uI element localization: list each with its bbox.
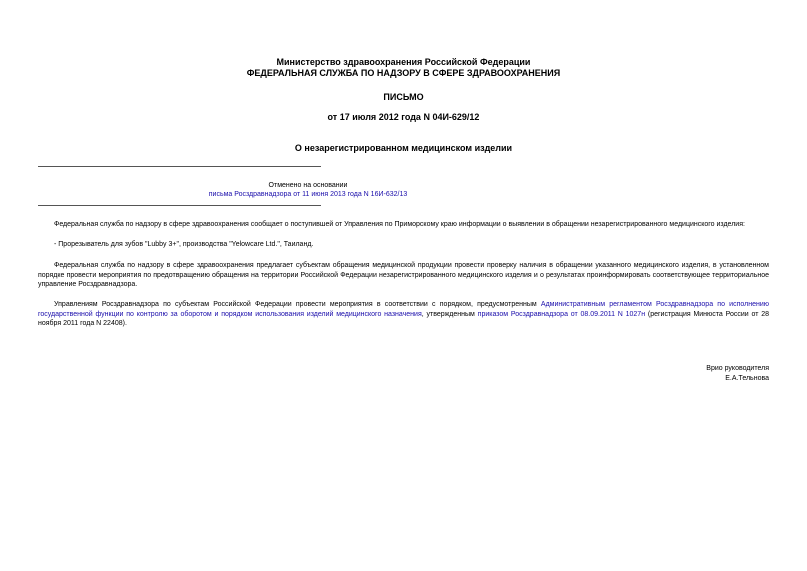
paragraph-4-text-c: (регистрация Минюста России от 28 ноября 2011 года N 22408). bbox=[38, 310, 769, 327]
cancel-note-text: Отменено на основании bbox=[268, 182, 348, 189]
order-link[interactable]: приказом Росздравнадзора от 08.09.2011 N 1027н bbox=[477, 310, 646, 318]
cancel-note-link[interactable]: письма Росздравнадзора от 11 июня 2013 года N 16И-632/13 bbox=[208, 191, 408, 198]
paragraph-4-text-a: Управлениям Росздравнадзора по субъектам Российской Федерации провести мероприятия в соответствии с порядком, предусмотренным bbox=[54, 301, 541, 308]
administrative-regulation-link[interactable]: Административным регламентом Росздравнадзора по исполнению государственной функции по контролю за оборотом и порядком использования изделий медицинского назначения bbox=[38, 301, 769, 318]
signature-name: Е.А.Тельнова bbox=[725, 375, 769, 382]
paragraph-3-text: Федеральная служба по надзору в сфере здравоохранения предлагает субъектам обращения медицинской продукции провести проверку наличия в обращении указанного медицинского изделия, в установленном порядке провести мероприятия по предотвращению обращения на территории Российской Федерации незарегистрированного медицинского изделия и о результатах проинформировать соответствующее территориальное управление Росздравнадзора. bbox=[38, 262, 769, 288]
paragraph-1 bbox=[38, 220, 769, 230]
document-subject: О незарегистрированном медицинском изделии bbox=[294, 143, 513, 153]
divider-top bbox=[38, 166, 321, 167]
paragraph-3 bbox=[38, 261, 769, 290]
document-type: ПИСЬМО bbox=[383, 92, 424, 102]
signature-title: Врио руководителя bbox=[706, 365, 769, 372]
document-date-number: от 17 июля 2012 года N 04И-629/12 bbox=[327, 112, 480, 122]
signature-block bbox=[706, 364, 769, 384]
paragraph-2 bbox=[38, 240, 769, 250]
paragraph-4-text-b: , утвержденным bbox=[421, 310, 478, 318]
ministry-title: Министерство здравоохранения Российской Федерации bbox=[276, 57, 531, 67]
divider-bottom bbox=[38, 205, 321, 206]
paragraph-4 bbox=[38, 300, 769, 329]
cancel-note-link-wrap bbox=[38, 190, 578, 199]
agency-title: ФЕДЕРАЛЬНАЯ СЛУЖБА ПО НАДЗОРУ В СФЕРЕ ЗДРАВООХРАНЕНИЯ bbox=[246, 68, 561, 78]
paragraph-1-text: Федеральная служба по надзору в сфере здравоохранения сообщает о поступившей от Управления по Приморскому краю информации о выявлении в обращении незарегистрированного медицинского изделия: bbox=[54, 221, 745, 228]
paragraph-2-text: - Прорезыватель для зубов "Lubby 3+", производства "Yelowcare Ltd.", Таиланд. bbox=[54, 241, 314, 248]
